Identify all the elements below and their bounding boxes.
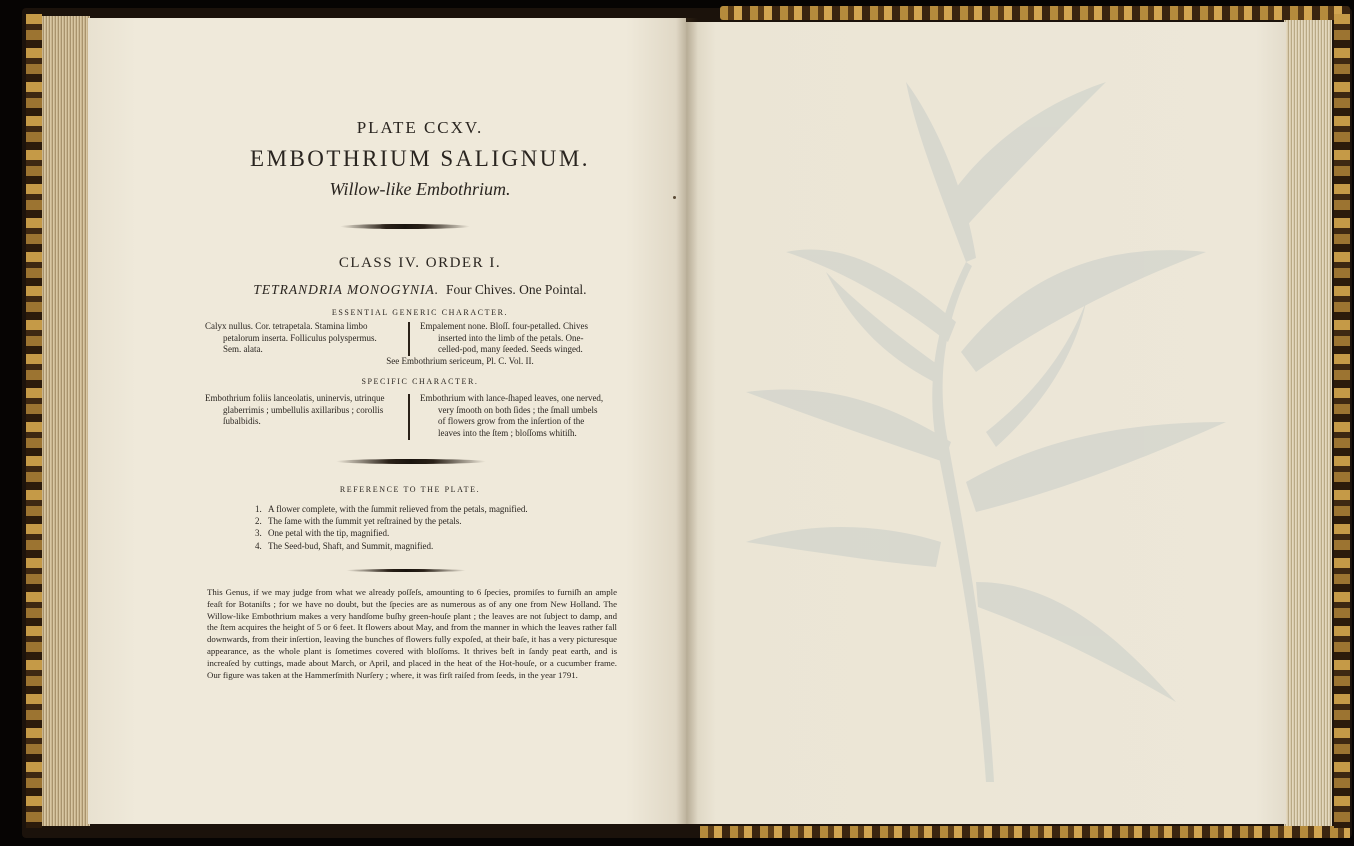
latin-line: Sem. alata. bbox=[223, 344, 263, 354]
description-paragraph: This Genus, if we may judge from what we already poſſeſs, amounting to 6 ſpecies, promiſes to furniſh an ample feaſt for Botaniſts ; for we have no doubt, but the ſpecies are as numerous as of any one from New Holland. The Willow-like Embothrium makes a very handſome buſhy green-houſe plant ; the leaves are not ſubject to damp, and the ſtem acquires the height of 5 or 6 feet. It flowers about May, and from the manner in which the leaves rather fall downwards, from their inſertion, leaving the bunches of flowers fully expoſed, at their baſe, it has a very picturesque appearance, as the whole plant is ſometimes covered with bloſſoms. It thrives beſt in ſandy peat earth, and is increaſed by cuttings, made about March, or April, and placed in the heat of the Hot-houſe, or a cucumber frame. Our figure was taken at the Hammerſmith Nurſery ; where, it was firſt raiſed from ſeeds, in the year 1791. bbox=[207, 587, 617, 680]
system-name: TETRANDRIA MONOGYNIA. bbox=[253, 282, 440, 297]
system-gloss: Four Chives. One Pointal. bbox=[445, 282, 587, 297]
specific-english bbox=[420, 393, 615, 439]
essential-generic-heading: ESSENTIAL GENERIC CHARACTER. bbox=[331, 308, 509, 317]
paper-speck bbox=[673, 196, 676, 199]
specific-character-heading: SPECIFIC CHARACTER. bbox=[361, 377, 479, 386]
plate-number: PLATE CCXV. bbox=[356, 118, 484, 137]
reference-list bbox=[255, 503, 585, 552]
list-item: 4. The Seed-bud, Shaft, and Summit, magnified. bbox=[255, 540, 434, 551]
gilt-border-top bbox=[720, 6, 1350, 20]
reference-heading: REFERENCE TO THE PLATE. bbox=[339, 485, 481, 494]
linnaean-system bbox=[200, 282, 640, 298]
gutter-shadow bbox=[676, 18, 698, 824]
english-line: Embothrium with lance-ſhaped leaves, one nerved, bbox=[420, 393, 604, 403]
english-line: inserted into the limb of the petals. One- bbox=[438, 332, 584, 343]
list-item: 3. One petal with the tip, magnified. bbox=[255, 528, 390, 539]
ornamental-rule bbox=[346, 569, 466, 572]
list-item: 2. The ſame with the ſummit yet reſtrained by the petals. bbox=[255, 516, 462, 527]
gilt-border-left bbox=[26, 14, 42, 828]
list-item: 1. A flower complete, with the ſummit relieved from the petals, magnified. bbox=[255, 504, 528, 514]
ornamental-rule bbox=[340, 224, 470, 229]
show-through-plant-illustration bbox=[686, 22, 1286, 824]
species-title: EMBOTHRIUM SALIGNUM. bbox=[249, 146, 591, 171]
class-order: CLASS IV. ORDER I. bbox=[338, 255, 502, 271]
page-edges-right bbox=[1284, 20, 1332, 826]
latin-line: petalorum inserta. Folliculus polyspermus. bbox=[223, 332, 377, 343]
english-line: leaves into the ſtem ; bloſſoms whitiſh. bbox=[438, 427, 577, 438]
latin-line: Embothrium foliis lanceolatis, uninervis, utrinque bbox=[205, 393, 385, 403]
column-divider bbox=[408, 322, 410, 356]
common-name: Willow-like Embothrium. bbox=[329, 179, 511, 199]
english-line: celled-pod, many ſeeded. Seeds winged. bbox=[438, 344, 583, 354]
ornamental-rule bbox=[336, 459, 486, 464]
gilt-border-bottom bbox=[700, 826, 1350, 838]
essential-english bbox=[420, 321, 615, 356]
english-line: very ſmooth on both ſides ; the ſmall umbels bbox=[438, 404, 598, 415]
gilt-border-right bbox=[1334, 14, 1350, 828]
page-edges-left bbox=[42, 16, 90, 826]
column-divider bbox=[408, 394, 410, 440]
english-line: Empalement none. Bloſſ. four-petalled. Chives bbox=[420, 321, 589, 331]
specific-latin bbox=[205, 393, 405, 428]
right-page bbox=[686, 22, 1286, 824]
see-reference: See Embothrium sericeum, Pl. C. Vol. II. bbox=[386, 356, 534, 366]
latin-line: Calyx nullus. Cor. tetrapetala. Stamina limbo bbox=[205, 321, 368, 331]
english-line: of flowers grow from the inſertion of the bbox=[438, 416, 585, 426]
essential-latin bbox=[205, 321, 405, 356]
latin-line: glaberrimis ; umbellulis axillaribus ; corollis bbox=[223, 404, 384, 415]
latin-line: ſubalbidis. bbox=[223, 416, 261, 426]
